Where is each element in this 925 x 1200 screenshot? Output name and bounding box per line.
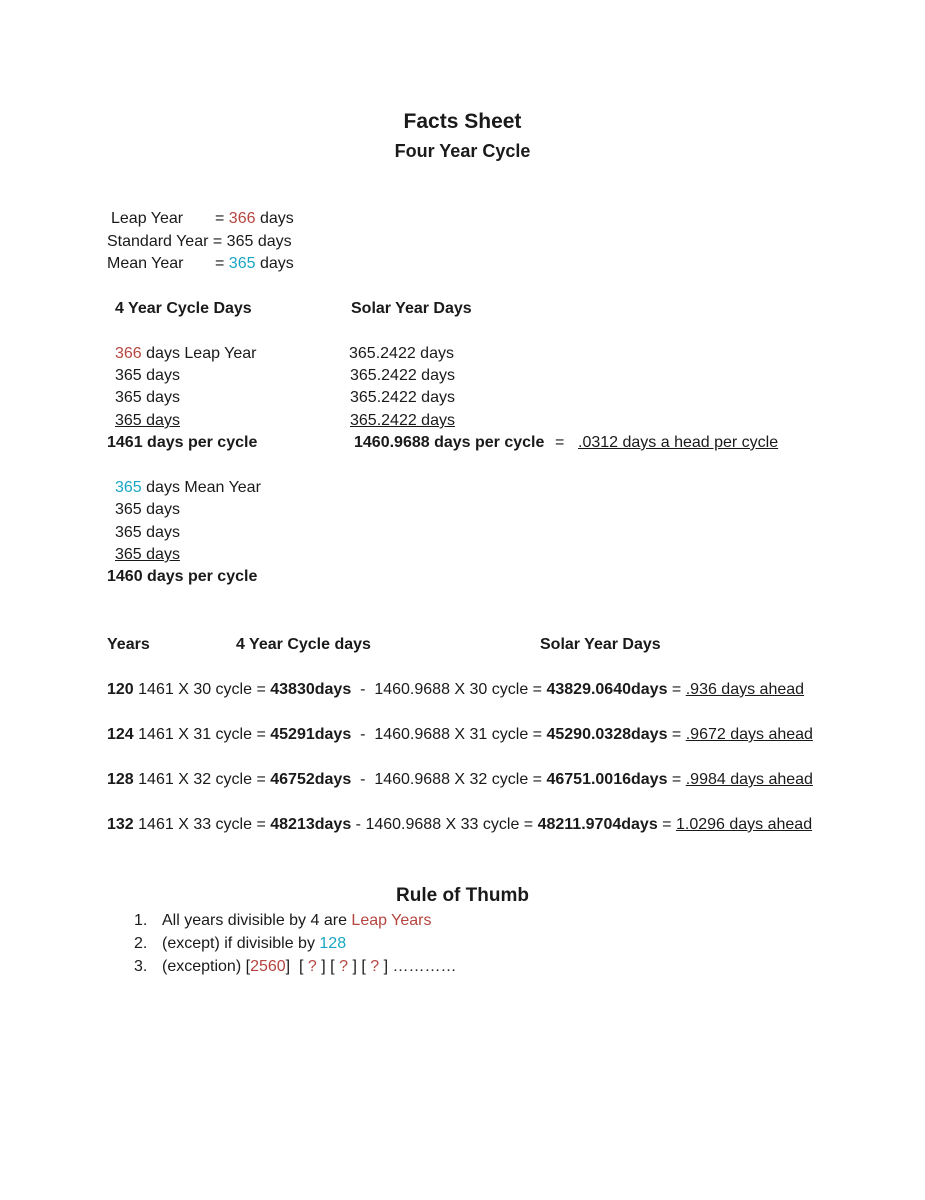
rule-item: (exception) [2560] [ ? ] [ ? ] [ ? ] ………… [162, 958, 457, 975]
col-header-cycle-days: 4 Year Cycle Days [115, 300, 252, 317]
leap-list-row: 366 days Leap Year [115, 345, 257, 362]
rule-item-number: 2. [134, 935, 148, 952]
header-solar-days: Solar Year Days [540, 636, 661, 653]
table-row: 128 1461 X 32 cycle = 46752days - 1460.9688 X 32 cycle = 46751.0016days = .9984 days ahead [107, 771, 813, 788]
page-subtitle: Four Year Cycle [394, 141, 531, 161]
leap-list-row: 365 days [115, 412, 180, 429]
table-row: 120 1461 X 30 cycle = 43830days - 1460.9688 X 30 cycle = 43829.0640days = .936 days ahead [107, 681, 805, 698]
mean-list-row: 365 days [115, 546, 180, 563]
rule-of-thumb-title: Rule of Thumb [396, 885, 529, 906]
rule-item: (except) if divisible by 128 [162, 935, 347, 952]
mean-list-row: 365 days Mean Year [115, 479, 261, 496]
solar-list-total: 1460.9688 days per cycle [354, 434, 545, 451]
header-years: Years [107, 636, 150, 653]
table-row: 132 1461 X 33 cycle = 48213days - 1460.9688 X 33 cycle = 48211.9704days = 1.0296 days ahead [107, 816, 813, 833]
solar-list-row: 365.2422 days [350, 412, 455, 429]
rule-item-number: 3. [134, 958, 148, 975]
solar-list-result: .0312 days a head per cycle [578, 434, 779, 451]
leap-list-row: 365 days [115, 367, 180, 384]
definition-standard: Standard Year = 365 days [107, 233, 292, 250]
solar-list-row: 365.2422 days [350, 389, 455, 406]
header-cycle-days: 4 Year Cycle days [236, 636, 371, 653]
page-title: Facts Sheet [403, 110, 522, 133]
mean-list-total: 1460 days per cycle [107, 568, 258, 585]
table-row: 124 1461 X 31 cycle = 45291days - 1460.9688 X 31 cycle = 45290.0328days = .9672 days ahead [107, 726, 813, 743]
leap-list-row: 365 days [115, 389, 180, 406]
mean-list-row: 365 days [115, 501, 180, 518]
definition-mean-value: = 365 days [215, 255, 294, 272]
solar-list-row: 365.2422 days [349, 345, 454, 362]
solar-list-equals: = [555, 434, 565, 451]
col-header-solar-days: Solar Year Days [351, 300, 472, 317]
definition-leap-label: Leap Year [111, 210, 184, 227]
rule-item: All years divisible by 4 are Leap Years [162, 912, 432, 929]
definition-mean-label: Mean Year [107, 255, 184, 272]
mean-list-row: 365 days [115, 524, 180, 541]
solar-list-row: 365.2422 days [350, 367, 455, 384]
leap-list-total: 1461 days per cycle [107, 434, 258, 451]
rule-item-number: 1. [134, 912, 148, 929]
definition-leap-value: = 366 days [215, 210, 294, 227]
